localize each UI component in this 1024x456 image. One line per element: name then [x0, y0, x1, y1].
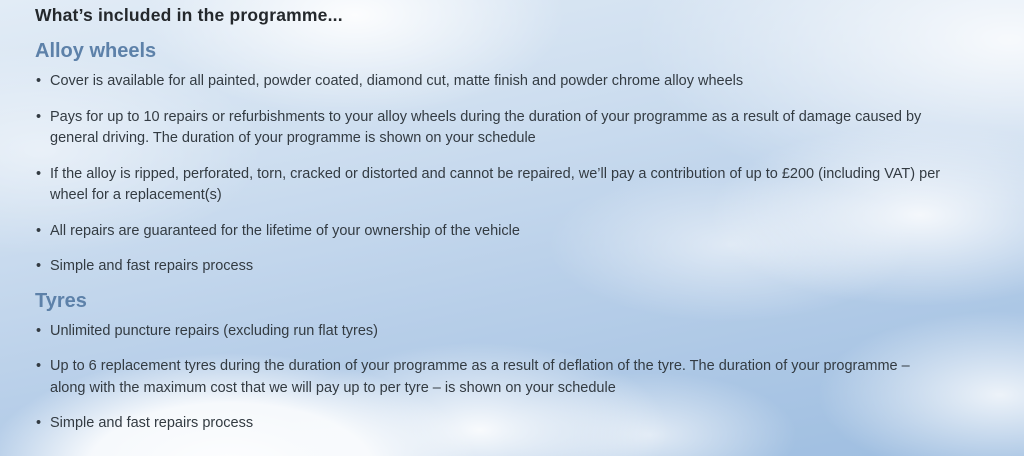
section-heading-alloy-wheels: Alloy wheels	[35, 40, 157, 62]
tyres-bullet-list	[35, 321, 943, 435]
section-heading-tyres: Tyres	[35, 289, 87, 312]
alloy-wheels-bullet-5: • Simple and fast repairs process	[50, 256, 943, 278]
section-alloy-wheels	[35, 40, 945, 278]
alloy-wheels-bullet-2: • Pays for up to 10 repairs or refurbishments to your alloy wheels during the duration of your programme as a result of damage caused by general driving. The duration of your programme is shown on your schedule	[50, 107, 943, 150]
alloy-wheels-bullet-4: • All repairs are guaranteed for the lifetime of your ownership of the vehicle	[50, 221, 943, 243]
tyres-bullet-3: • Simple and fast repairs process	[50, 413, 943, 435]
section-tyres	[35, 290, 945, 435]
tyres-bullet-1: • Unlimited puncture repairs (excluding run flat tyres)	[50, 321, 943, 343]
alloy-wheels-bullet-1: • Cover is available for all painted, powder coated, diamond cut, matte finish and powder chrome alloy wheels	[50, 71, 943, 93]
alloy-wheels-bullet-3: • If the alloy is ripped, perforated, torn, cracked or distorted and cannot be repaired, we’ll pay a contribution of up to £200 (including VAT) per wheel for a replacement(s)	[50, 164, 943, 207]
tyres-bullet-2: • Up to 6 replacement tyres during the duration of your programme as a result of deflation of the tyre. The duration of your programme – along with the maximum cost that we will pay up to per tyre – is shown on your schedule	[50, 356, 943, 399]
alloy-wheels-bullet-list	[35, 71, 943, 278]
page-title: What’s included in the programme...	[35, 5, 343, 25]
